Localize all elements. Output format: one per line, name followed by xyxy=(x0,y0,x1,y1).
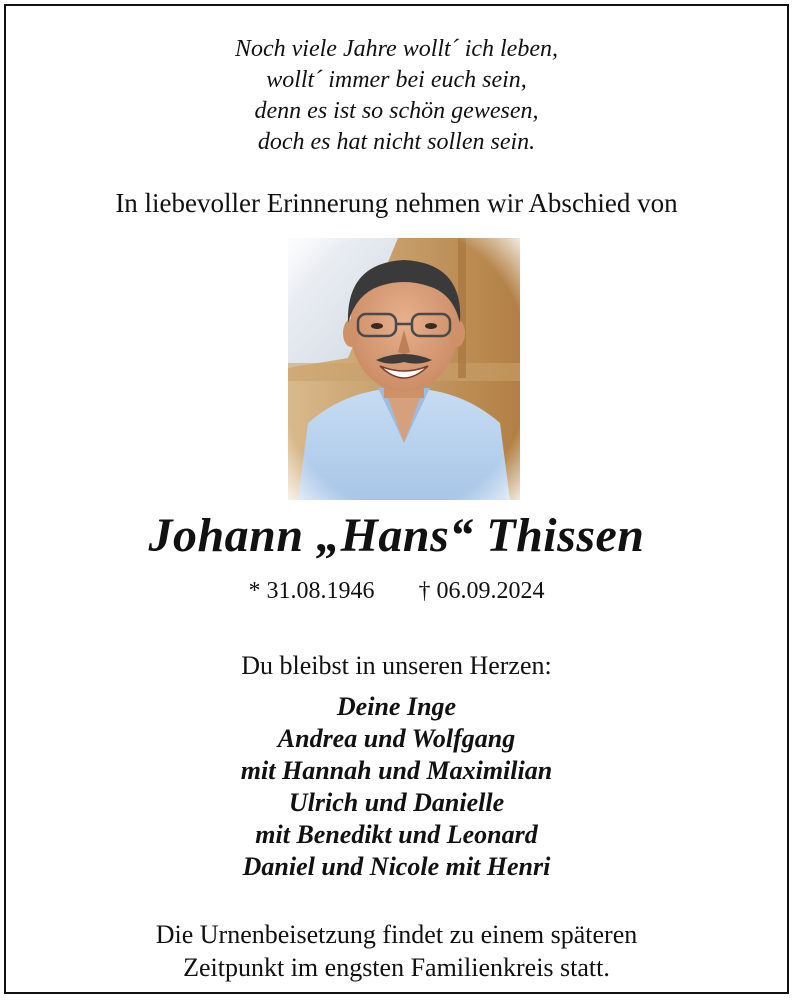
life-dates xyxy=(6,576,787,606)
family-member: mit Hannah und Maximilian xyxy=(240,756,553,785)
poem-line: Noch viele Jahre wollt´ ich leben, xyxy=(234,36,558,62)
family-list xyxy=(6,691,787,883)
burial-note xyxy=(6,918,787,984)
poem-line: denn es ist so schön gewesen, xyxy=(254,98,539,124)
family-member: Andrea und Wolfgang xyxy=(277,724,516,753)
note-line: Die Urnenbeisetzung findet zu einem späteren xyxy=(155,920,638,949)
portrait-photo xyxy=(288,238,520,500)
poem xyxy=(6,34,787,158)
family-member: Deine Inge xyxy=(336,692,457,721)
intro-text: In liebevoller Erinnerung nehmen wir Abschied von xyxy=(115,188,678,218)
note-line: Zeitpunkt im engsten Familienkreis statt. xyxy=(183,953,610,982)
family-member: Ulrich und Danielle xyxy=(288,788,505,817)
closing-line: Du bleibst in unseren Herzen: xyxy=(241,651,552,680)
birth-date: * 31.08.1946 xyxy=(248,578,375,604)
deceased-name: Johann „Hans“ Thissen xyxy=(148,509,645,562)
death-date: † 06.09.2024 xyxy=(418,578,545,604)
family-member: Daniel und Nicole mit Henri xyxy=(242,852,551,881)
poem-line: wollt´ immer bei euch sein, xyxy=(266,67,527,93)
obituary-frame xyxy=(4,4,789,994)
poem-line: doch es hat nicht sollen sein. xyxy=(257,129,536,155)
family-member: mit Benedikt und Leonard xyxy=(255,820,538,849)
